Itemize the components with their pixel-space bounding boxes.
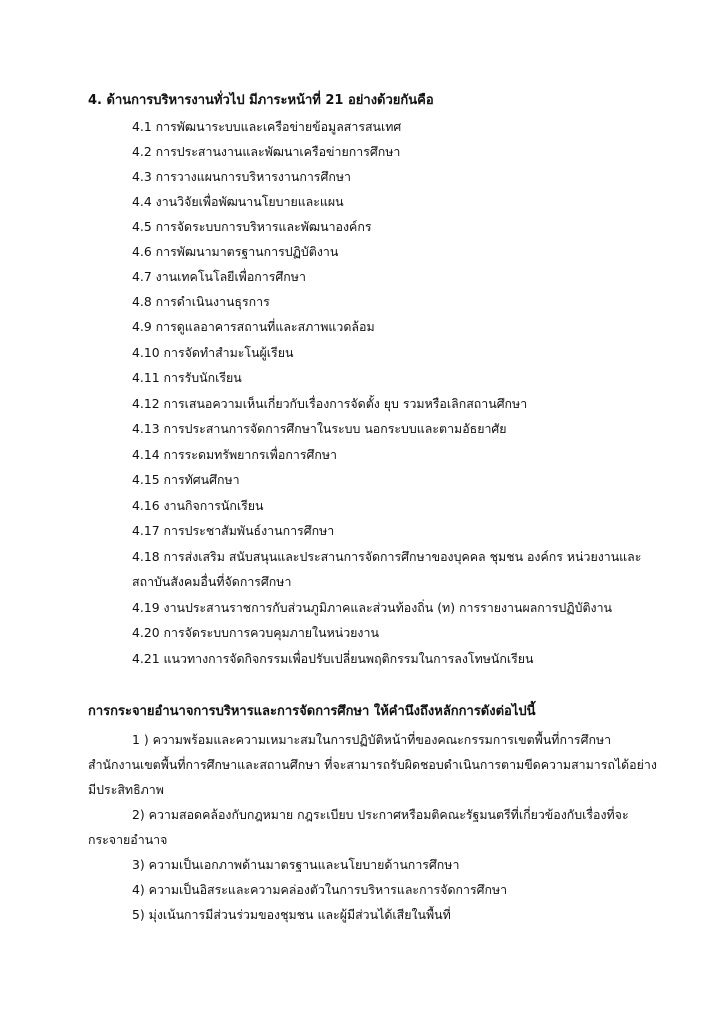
list-item-4-10: 4.10 การจัดทำสำมะโนผู้เรียน: [132, 345, 294, 360]
principle-1-line-3: มีประสิทธิภาพ: [88, 782, 164, 797]
principle-1-line-2: สำนักงานเขตพื้นที่การศึกษาและสถานศึกษา ที่จะสามารถรับผิดชอบดำเนินการตามขีดความสามารถได้อย่าง: [88, 757, 657, 772]
principle-2-line-2: กระจายอำนาจ: [88, 832, 168, 847]
principle-1-line-1: 1 ) ความพร้อมและความเหมาะสมในการปฏิบัติหน้าที่ของคณะกรรมการเขตพื้นที่การศึกษา: [132, 732, 612, 747]
list-item-4-4: 4.4 งานวิจัยเพื่อพัฒนานโยบายและแผน: [132, 194, 344, 209]
list-item-4-18: 4.18 การส่งเสริม สนับสนุนและประสานการจัดการศึกษาของบุคคล ชุมชน องค์กร หน่วยงานและ: [132, 549, 642, 564]
list-item-4-3: 4.3 การวางแผนการบริหารงานการศึกษา: [132, 169, 351, 184]
list-item-4-6: 4.6 การพัฒนามาตรฐานการปฏิบัติงาน: [132, 244, 339, 259]
list-item-4-16: 4.16 งานกิจการนักเรียน: [132, 498, 264, 513]
section-4-heading: 4. ด้านการบริหารงานทั่วไป มีภาระหน้าที่ 21 อย่างด้วยกันคือ: [88, 93, 434, 108]
list-item-4-7: 4.7 งานเทคโนโลยีเพื่อการศึกษา: [132, 269, 306, 284]
list-item-4-15: 4.15 การทัศนศึกษา: [132, 472, 240, 487]
list-item-4-19: 4.19 งานประสานราชการกับส่วนภูมิภาคและส่วนท้องถิ่น (ท) การรายงานผลการปฏิบัติงาน: [132, 600, 612, 615]
list-item-4-20: 4.20 การจัดระบบการควบคุมภายในหน่วยงาน: [132, 625, 379, 640]
principle-4: 4) ความเป็นอิสระและความคล่องตัวในการบริหารและการจัดการศึกษา: [132, 882, 508, 897]
list-item-4-13: 4.13 การประสานการจัดการศึกษาในระบบ นอกระบบและตามอัธยาศัย: [132, 421, 507, 436]
list-item-4-1: 4.1 การพัฒนาระบบและเครือข่ายข้อมูลสารสนเทศ: [132, 119, 402, 134]
decentralization-heading: การกระจายอำนาจการบริหารและการจัดการศึกษา ให้คำนึงถึงหลักการดังต่อไปนี้: [88, 704, 536, 719]
list-item-4-11: 4.11 การรับนักเรียน: [132, 370, 242, 385]
list-item-4-18-continuation: สถาบันสังคมอื่นที่จัดการศึกษา: [132, 574, 292, 589]
list-item-4-8: 4.8 การดำเนินงานธุรการ: [132, 294, 270, 309]
list-item-4-2: 4.2 การประสานงานและพัฒนาเครือข่ายการศึกษา: [132, 144, 401, 159]
list-item-4-9: 4.9 การดูแลอาคารสถานที่และสภาพแวดล้อม: [132, 319, 375, 334]
list-item-4-21: 4.21 แนวทางการจัดกิจกรรมเพื่อปรับเปลี่ยนพฤติกรรมในการลงโทษนักเรียน: [132, 651, 534, 666]
principle-5: 5) มุ่งเน้นการมีส่วนร่วมของชุมชน และผู้มีส่วนได้เสียในพื้นที่: [132, 907, 451, 922]
principle-3: 3) ความเป็นเอกภาพด้านมาตรฐานและนโยบายด้านการศึกษา: [132, 857, 460, 872]
list-item-4-14: 4.14 การระดมทรัพยากรเพื่อการศึกษา: [132, 447, 337, 462]
list-item-4-5: 4.5 การจัดระบบการบริหารและพัฒนาองค์กร: [132, 219, 372, 234]
list-item-4-12: 4.12 การเสนอความเห็นเกี่ยวกับเรื่องการจัดตั้ง ยุบ รวมหรือเลิกสถานศึกษา: [132, 396, 528, 411]
list-item-4-17: 4.17 การประชาสัมพันธ์งานการศึกษา: [132, 523, 335, 538]
principle-2-line-1: 2) ความสอดคล้องกับกฎหมาย กฎระเบียบ ประกาศหรือมติคณะรัฐมนตรีที่เกี่ยวข้องกับเรื่องที่จะ: [132, 807, 629, 822]
